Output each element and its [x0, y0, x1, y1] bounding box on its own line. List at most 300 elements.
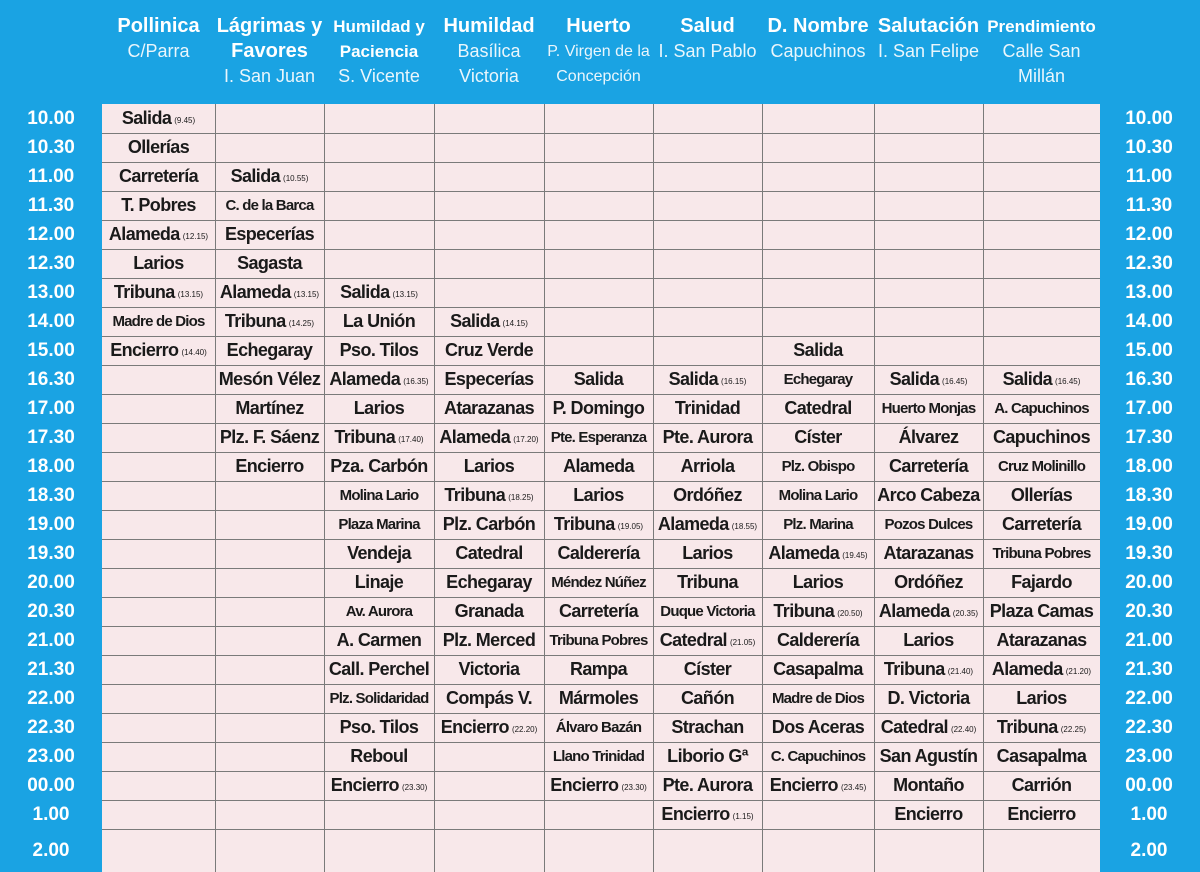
time-label: 18.30	[1125, 485, 1173, 506]
schedule-cell	[874, 394, 983, 423]
schedule-cell	[544, 713, 653, 742]
schedule-cell	[762, 510, 874, 539]
schedule-cell	[102, 307, 215, 336]
time-label: 10.30	[27, 137, 75, 158]
schedule-cell	[983, 539, 1100, 568]
stop-name: Catedral	[455, 543, 523, 563]
stop-name: Tribuna	[113, 282, 175, 302]
schedule-cell	[653, 684, 762, 713]
time-label: 19.00	[1125, 514, 1173, 535]
stop-time: (16.45)	[942, 377, 968, 386]
stop-name: Alameda	[657, 514, 729, 534]
time-label: 10.30	[1125, 137, 1173, 158]
schedule-cell	[983, 742, 1100, 771]
schedule-cell	[983, 394, 1100, 423]
time-label: 20.30	[1125, 601, 1173, 622]
stop-time: (18.55)	[731, 522, 758, 531]
stop-name: Plz. Merced	[442, 630, 536, 650]
stop-name: Capuchinos	[992, 427, 1090, 447]
stop-name: Huerto Monjas	[881, 400, 976, 417]
stop-name: Linaje	[354, 572, 404, 592]
schedule-cell	[874, 684, 983, 713]
time-label: 22.00	[1125, 688, 1173, 709]
stop-name: Echegaray	[446, 572, 532, 592]
stop-name: Molina Lario	[778, 487, 858, 504]
stop-time: (20.35)	[952, 609, 979, 618]
stop-name: Plz. Obispo	[781, 458, 855, 475]
schedule-cell	[215, 365, 324, 394]
column-name: D. Nombre	[767, 15, 869, 37]
schedule-cell	[762, 423, 874, 452]
stop-name: Encierro	[769, 775, 838, 795]
column-location: Calle San Millán	[1002, 41, 1081, 86]
time-label: 10.00	[27, 108, 75, 129]
schedule-cell	[762, 336, 874, 365]
stop-name: Tribuna	[677, 572, 738, 592]
schedule-cell	[983, 452, 1100, 481]
stop-name: C. Capuchinos	[770, 748, 866, 765]
stop-name: Alameda	[219, 282, 291, 302]
stop-time: (22.40)	[950, 725, 977, 734]
time-label: 00.00	[1125, 775, 1173, 796]
stop-name: Salida	[230, 166, 281, 186]
time-label: 22.00	[27, 688, 75, 709]
stop-name: Call. Perchel	[328, 659, 430, 679]
stop-name: Mesón Vélez	[218, 369, 321, 389]
schedule-cell	[215, 336, 324, 365]
schedule-cell	[983, 684, 1100, 713]
stop-name: Ollerías	[127, 137, 190, 157]
stop-name: Alameda	[768, 543, 840, 563]
column-name: Humildad y Paciencia	[333, 17, 425, 61]
time-label: 23.00	[1125, 746, 1173, 767]
stop-name: Echegaray	[226, 340, 313, 360]
stop-time: (18.25)	[508, 493, 534, 502]
column-name: Salutación	[877, 15, 980, 37]
stop-name: Carretería	[1001, 514, 1082, 534]
stop-time: (16.15)	[721, 377, 747, 386]
stop-name: Tribuna	[996, 717, 1058, 737]
stop-name: Catedral	[784, 398, 852, 418]
stop-time: (23.30)	[621, 783, 647, 792]
schedule-cell	[324, 365, 434, 394]
schedule-cell	[434, 626, 544, 655]
stop-name: Atarazanas	[996, 630, 1087, 650]
stop-name: Encierro	[330, 775, 399, 795]
schedule-cell	[874, 510, 983, 539]
stop-name: Carretería	[888, 456, 969, 476]
schedule-cell	[653, 742, 762, 771]
time-label: 16.30	[1125, 369, 1173, 390]
stop-time: (14.15)	[502, 319, 528, 328]
schedule-cell	[544, 394, 653, 423]
column-name: Pollinica	[117, 15, 200, 37]
stop-name: Salida	[121, 108, 172, 128]
time-label: 22.30	[27, 717, 75, 738]
stop-name: Salida	[793, 340, 843, 360]
time-label: 1.00	[1130, 804, 1168, 825]
schedule-cell	[762, 655, 874, 684]
schedule-cell	[544, 423, 653, 452]
schedule-cell	[544, 684, 653, 713]
column-header	[544, 14, 653, 89]
time-label: 20.00	[1125, 572, 1173, 593]
schedule-cell	[324, 278, 434, 307]
stop-name: Llano Trinidad	[552, 748, 645, 765]
stop-name: Salida	[1002, 369, 1053, 389]
schedule-cell	[653, 539, 762, 568]
schedule-cell	[653, 481, 762, 510]
schedule-cell	[983, 771, 1100, 800]
time-label: 20.00	[27, 572, 75, 593]
stop-name: Alameda	[878, 601, 950, 621]
stop-name: Pte. Aurora	[662, 775, 753, 795]
stop-name: Carretería	[118, 166, 199, 186]
column-name: Prendimiento	[987, 17, 1096, 36]
stop-name: Pte. Aurora	[662, 427, 753, 447]
stop-name: Larios	[682, 543, 733, 563]
schedule-cell	[544, 539, 653, 568]
schedule-cell	[102, 278, 215, 307]
stop-name: P. Domingo	[552, 398, 645, 418]
schedule-cell	[324, 539, 434, 568]
stop-name: San Agustín	[879, 746, 978, 766]
column-name: Salud	[680, 15, 735, 37]
time-label: 16.30	[27, 369, 75, 390]
schedule-cell	[653, 655, 762, 684]
stop-time: (21.05)	[729, 638, 756, 647]
stop-time: (13.15)	[392, 290, 418, 299]
schedule-cell	[215, 220, 324, 249]
stop-name: Tribuna	[224, 311, 286, 331]
stop-name: Encierro	[894, 804, 963, 824]
schedule-cell	[874, 568, 983, 597]
schedule-cell	[102, 104, 215, 133]
time-label: 18.00	[1125, 456, 1173, 477]
column-location: S. Vicente	[338, 66, 420, 86]
stop-name: Calderería	[557, 543, 640, 563]
schedule-cell	[434, 655, 544, 684]
time-label: 11.30	[27, 195, 75, 216]
schedule-cell	[874, 800, 983, 829]
schedule-cell	[434, 307, 544, 336]
schedule-cell	[324, 597, 434, 626]
stop-name: Tribuna	[334, 427, 396, 447]
column-header	[762, 14, 874, 64]
schedule-cell	[544, 481, 653, 510]
time-label: 17.00	[27, 398, 75, 419]
stop-name: Arco Cabeza	[877, 485, 980, 505]
column-header	[102, 14, 215, 64]
column-header	[324, 14, 434, 89]
time-label: 13.00	[27, 282, 75, 303]
schedule-cell	[762, 626, 874, 655]
stop-name: Atarazanas	[443, 398, 535, 418]
schedule-cell	[874, 423, 983, 452]
stop-name: Granada	[454, 601, 524, 621]
row-divider	[102, 133, 1100, 134]
stop-name: Larios	[133, 253, 184, 273]
stop-name: Salida	[450, 311, 500, 331]
schedule-cell	[983, 713, 1100, 742]
schedule-cell	[983, 626, 1100, 655]
stop-time: (22.20)	[511, 725, 538, 734]
schedule-cell	[324, 481, 434, 510]
stop-name: Ordóñez	[894, 572, 963, 592]
time-label: 13.00	[1125, 282, 1173, 303]
schedule-cell	[324, 423, 434, 452]
schedule-cell	[874, 655, 983, 684]
schedule-cell	[874, 481, 983, 510]
schedule-cell	[544, 626, 653, 655]
schedule-cell	[215, 307, 324, 336]
stop-time: (17.20)	[513, 435, 539, 444]
stop-time: (23.45)	[840, 783, 867, 792]
time-label: 19.30	[27, 543, 75, 564]
stop-name: Méndez Núñez	[551, 574, 646, 591]
column-header	[874, 14, 983, 64]
schedule-cell	[874, 452, 983, 481]
schedule-cell	[324, 510, 434, 539]
schedule-cell	[324, 394, 434, 423]
stop-name: Tribuna	[883, 659, 945, 679]
time-label: 17.30	[27, 427, 75, 448]
stop-name: Pozos Dulces	[884, 516, 973, 533]
stop-name: Especerías	[224, 224, 315, 244]
stop-name: Plaza Camas	[989, 601, 1094, 621]
time-label: 12.30	[27, 253, 75, 274]
column-location: Capuchinos	[770, 41, 866, 61]
stop-name: Plz. Solidaridad	[329, 690, 429, 707]
time-label: 12.00	[27, 224, 75, 245]
stop-time: (13.15)	[293, 290, 320, 299]
schedule-cell	[434, 597, 544, 626]
time-label: 10.00	[1125, 108, 1173, 129]
schedule-cell	[102, 249, 215, 278]
schedule-cell	[762, 742, 874, 771]
stop-name: La Unión	[342, 311, 416, 331]
stop-name: Larios	[463, 456, 515, 476]
schedule-cell	[983, 423, 1100, 452]
stop-name: Duque Victoria	[660, 603, 755, 620]
stop-name: Casapalma	[773, 659, 863, 679]
stop-name: D. Victoria	[887, 688, 970, 708]
time-label: 12.30	[1125, 253, 1173, 274]
schedule-cell	[324, 307, 434, 336]
time-label: 23.00	[27, 746, 75, 767]
stop-name: Salida	[668, 369, 719, 389]
stop-time: (19.45)	[842, 551, 868, 560]
stop-name: Liborio Gª	[667, 746, 748, 766]
stop-name: Larios	[903, 630, 954, 650]
schedule-cell	[434, 510, 544, 539]
stop-name: Císter	[683, 659, 732, 679]
stop-name: Montaño	[893, 775, 964, 795]
time-label: 21.30	[1125, 659, 1173, 680]
schedule-cell	[434, 336, 544, 365]
schedule-cell	[874, 742, 983, 771]
schedule-cell	[762, 365, 874, 394]
schedule-cell	[215, 191, 324, 220]
time-label: 2.00	[1130, 840, 1168, 861]
schedule-cell	[215, 423, 324, 452]
stop-name: Reboul	[350, 746, 408, 766]
stop-name: Encierro	[440, 717, 509, 737]
stop-name: Strachan	[671, 717, 744, 737]
schedule-cell	[983, 510, 1100, 539]
stop-time: (14.40)	[181, 348, 207, 357]
stop-time: (21.20)	[1065, 667, 1092, 676]
schedule-cell	[874, 713, 983, 742]
schedule-cell	[544, 568, 653, 597]
stop-name: Álvarez	[898, 427, 959, 447]
stop-name: Pso. Tilos	[339, 340, 419, 360]
schedule-cell	[215, 249, 324, 278]
stop-name: Victoria	[458, 659, 520, 679]
schedule-cell	[102, 220, 215, 249]
schedule-cell	[762, 394, 874, 423]
stop-name: Cruz Verde	[444, 340, 534, 360]
column-header	[983, 14, 1100, 89]
stop-name: Larios	[353, 398, 405, 418]
stop-name: Cruz Molinillo	[997, 458, 1086, 475]
stop-name: Alameda	[108, 224, 180, 244]
stop-name: Císter	[794, 427, 842, 447]
schedule-cell	[434, 423, 544, 452]
stop-name: Calderería	[776, 630, 860, 650]
schedule-cell	[544, 452, 653, 481]
stop-name: C. de la Barca	[225, 197, 314, 214]
time-label: 19.30	[1125, 543, 1173, 564]
stop-name: Álvaro Bazán	[555, 719, 642, 736]
time-label: 15.00	[27, 340, 75, 361]
stop-name: Tribuna	[773, 601, 835, 621]
stop-name: Salida	[889, 369, 940, 389]
column-header	[215, 14, 324, 89]
stop-name: Mármoles	[558, 688, 639, 708]
row-divider	[102, 829, 1100, 830]
time-label: 14.00	[27, 311, 75, 332]
column-header	[653, 14, 762, 64]
stop-name: Encierro	[235, 456, 304, 476]
stop-name: Catedral	[659, 630, 727, 650]
stop-time: (19.05)	[617, 522, 644, 531]
stop-name: Encierro	[550, 775, 619, 795]
stop-name: Cañón	[681, 688, 734, 708]
stop-name: Madre de Dios	[112, 313, 205, 330]
time-label: 21.00	[27, 630, 75, 651]
schedule-cell	[324, 684, 434, 713]
time-label: 15.00	[1125, 340, 1173, 361]
time-label: 14.00	[1125, 311, 1173, 332]
schedule-cell	[874, 626, 983, 655]
stop-name: Pso. Tilos	[339, 717, 419, 737]
schedule-cell	[874, 539, 983, 568]
stop-name: Av. Aurora	[345, 603, 413, 620]
schedule-cell	[762, 452, 874, 481]
stop-name: Alameda	[563, 456, 634, 476]
time-label: 21.30	[27, 659, 75, 680]
stop-name: Carrión	[1011, 775, 1072, 795]
time-label: 17.00	[1125, 398, 1173, 419]
column-headers	[102, 0, 1100, 104]
schedule-cell	[653, 568, 762, 597]
schedule-cell	[215, 452, 324, 481]
stop-name: Ollerías	[1010, 485, 1073, 505]
stop-name: Encierro	[1007, 804, 1076, 824]
stop-name: Tribuna	[553, 514, 615, 534]
stop-name: Arriola	[680, 456, 735, 476]
stop-name: T. Pobres	[121, 195, 196, 215]
column-location: Basílica Victoria	[457, 41, 521, 86]
schedule-cell	[762, 597, 874, 626]
column-location: P. Virgen de la Concepción	[547, 43, 650, 85]
time-label: 1.00	[32, 804, 70, 825]
column-name: Huerto	[566, 15, 631, 37]
schedule-cell	[983, 655, 1100, 684]
column-name: Lágrimas y Favores	[216, 15, 323, 62]
schedule-cell	[544, 742, 653, 771]
stop-name: A. Capuchinos	[994, 400, 1089, 417]
stop-time: (16.45)	[1055, 377, 1081, 386]
schedule-cell	[434, 481, 544, 510]
stop-name: Martínez	[235, 398, 304, 418]
schedule-cell	[324, 713, 434, 742]
stop-name: Tribuna Pobres	[549, 632, 648, 649]
schedule-grid	[102, 104, 1100, 872]
schedule-cell	[215, 162, 324, 191]
stop-time: (16.35)	[403, 377, 429, 386]
stop-name: Atarazanas	[883, 543, 974, 563]
schedule-cell	[434, 568, 544, 597]
stop-time: (12.15)	[182, 232, 209, 241]
time-label: 11.30	[1125, 195, 1173, 216]
schedule-cell	[434, 394, 544, 423]
stop-name: Pza. Carbón	[330, 456, 428, 476]
schedule-cell	[983, 365, 1100, 394]
stop-name: Casapalma	[996, 746, 1087, 766]
schedule-cell	[653, 626, 762, 655]
stop-name: Fajardo	[1011, 572, 1072, 592]
schedule-cell	[324, 336, 434, 365]
time-label: 17.30	[1125, 427, 1173, 448]
stop-name: A. Carmen	[336, 630, 422, 650]
schedule-cell	[544, 365, 653, 394]
stop-name: Trinidad	[674, 398, 741, 418]
schedule-cell	[102, 162, 215, 191]
schedule-cell	[874, 597, 983, 626]
schedule-cell	[653, 597, 762, 626]
column-header	[434, 14, 544, 89]
schedule-cell	[762, 539, 874, 568]
time-label: 12.00	[1125, 224, 1173, 245]
stop-time: (21.40)	[947, 667, 974, 676]
stop-time: (20.50)	[837, 609, 863, 618]
stop-name: Dos Aceras	[771, 717, 865, 737]
stop-name: Molina Lario	[339, 487, 419, 504]
time-label: 11.00	[1125, 166, 1173, 187]
schedule-cell	[983, 481, 1100, 510]
schedule-cell	[544, 655, 653, 684]
schedule-cell	[324, 568, 434, 597]
stop-time: (17.40)	[398, 435, 424, 444]
time-label: 11.00	[27, 166, 75, 187]
schedule-cell	[324, 742, 434, 771]
schedule-cell	[102, 133, 215, 162]
schedule-cell	[434, 365, 544, 394]
stop-time: (10.55)	[283, 174, 309, 183]
schedule-cell	[762, 568, 874, 597]
